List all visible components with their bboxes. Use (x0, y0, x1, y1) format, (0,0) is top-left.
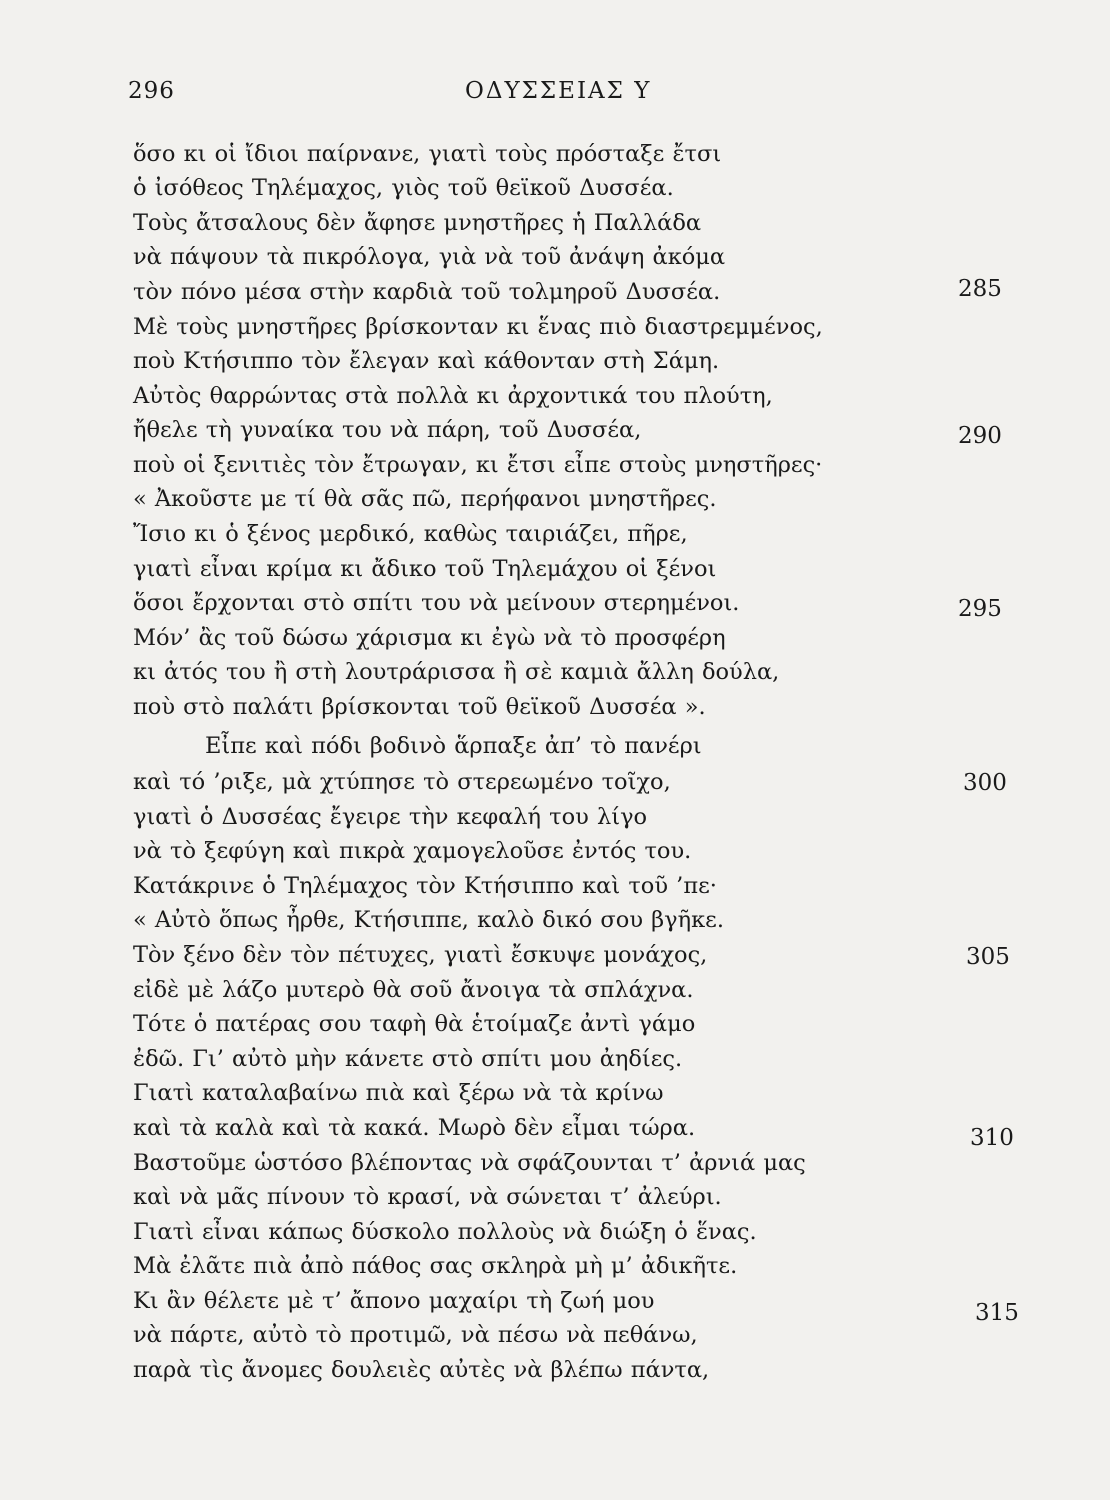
verse-line: ποὺ Κτήσιππο τὸν ἔλεγαν καὶ κάθονταν στὴ Σάμη. (133, 348, 720, 374)
verse-line: Τὸν ξένο δὲν τὸν πέτυχες, γιατὶ ἔσκυψε μονάχος, (133, 942, 708, 968)
verse-line: « Ἀκοῦστε με τί θὰ σᾶς πῶ, περήφανοι μνηστῆρες. (133, 486, 717, 512)
verse-line: παρὰ τὶς ἄνομες δουλειὲς αὐτὲς νὰ βλέπω πάντα, (133, 1357, 710, 1383)
line-number: 315 (975, 1300, 1019, 1326)
verse-line: Κι ἂν θέλετε μὲ τ’ ἄπονο μαχαίρι τὴ ζωή μου (133, 1288, 655, 1314)
verse-line: Τότε ὁ πατέρας σου ταφὴ θὰ ἑτοίμαζε ἀντὶ γάμο (133, 1011, 696, 1037)
verse-line: Τοὺς ἄτσαλους δὲν ἄφησε μνηστῆρες ἡ Παλλάδα (133, 210, 702, 236)
verse-line: Αὐτὸς θαρρώντας στὰ πολλὰ κι ἀρχοντικά του πλούτη, (133, 383, 773, 409)
verse-line: ἤθελε τὴ γυναίκα του νὰ πάρη, τοῦ Δυσσέα, (133, 417, 642, 443)
line-number: 295 (958, 596, 1002, 622)
verse-line: « Αὐτὸ ὅπως ἦρθε, Κτήσιππε, καλὸ δικό σου βγῆκε. (133, 907, 724, 933)
verse-line: καὶ τὰ καλὰ καὶ τὰ κακά. Μωρὸ δὲν εἶμαι τώρα. (133, 1115, 696, 1141)
verse-line: τὸν πόνο μέσα στὴν καρδιὰ τοῦ τολμηροῦ Δυσσέα. (133, 279, 721, 305)
verse-line: Μὰ ἐλᾶτε πιὰ ἀπὸ πάθος σας σκληρὰ μὴ μ’ ἀδικῆτε. (133, 1253, 738, 1279)
verse-line: νὰ πάρτε, αὐτὸ τὸ προτιμῶ, νὰ πέσω νὰ πεθάνω, (133, 1322, 698, 1348)
verse-line: Ἴσιο κι ὁ ξένος μερδικό, καθὼς ταιριάζει, πῆρε, (133, 521, 688, 547)
verse-line: καὶ νὰ μᾶς πίνουν τὸ κρασί, νὰ σώνεται τ’ ἀλεύρι. (133, 1184, 722, 1210)
line-number: 290 (958, 423, 1002, 449)
verse-line: ἐδῶ. Γι’ αὐτὸ μὴν κάνετε στὸ σπίτι μου ἀηδίες. (133, 1046, 683, 1072)
verse-line: ποὺ οἱ ξενιτιὲς τὸν ἔτρωγαν, κι ἔτσι εἶπε στοὺς μνηστῆρες· (133, 452, 823, 478)
verse-line: νὰ τὸ ξεφύγη καὶ πικρὰ χαμογελοῦσε ἐντός του. (133, 838, 692, 864)
verse-line: γιατὶ εἶναι κρίμα κι ἄδικο τοῦ Τηλεμάχου οἱ ξένοι (133, 556, 717, 582)
page-number: 296 (128, 78, 175, 104)
running-head: ΟΔΥΣΣΕΙΑΣ Υ (465, 78, 652, 104)
verse-line: ὅσοι ἔρχονται στὸ σπίτι του νὰ μείνουν στερημένοι. (133, 590, 740, 616)
verse-line: ὅσο κι οἱ ἴδιοι παίρνανε, γιατὶ τοὺς πρόσταξε ἔτσι (133, 141, 722, 167)
verse-line: Εἶπε καὶ πόδι βοδινὸ ἅρπαξε ἀπ’ τὸ πανέρι (205, 733, 702, 759)
verse-line: Βαστοῦμε ὡστόσο βλέποντας νὰ σφάζουνται τ’ ἀρνιά μας (133, 1150, 806, 1176)
verse-line: Κατάκρινε ὁ Τηλέμαχος τὸν Κτήσιππο καὶ τοῦ ’πε· (133, 873, 717, 899)
line-number: 300 (963, 770, 1007, 796)
verse-line: Γιατὶ καταλαβαίνω πιὰ καὶ ξέρω νὰ τὰ κρίνω (133, 1080, 664, 1106)
verse-line: γιατὶ ὁ Δυσσέας ἔγειρε τὴν κεφαλή του λίγο (133, 804, 648, 830)
verse-line: εἰδὲ μὲ λάζο μυτερὸ θὰ σοῦ ἄνοιγα τὰ σπλάχνα. (133, 977, 694, 1003)
verse-line: Μόν’ ἂς τοῦ δώσω χάρισμα κι ἐγὼ νὰ τὸ προσφέρη (133, 625, 726, 651)
verse-line: καὶ τό ’ριξε, μὰ χτύπησε τὸ στερεωμένο τοῖχο, (133, 769, 671, 795)
verse-line: νὰ πάψουν τὰ πικρόλογα, γιὰ νὰ τοῦ ἀνάψη ἀκόμα (133, 244, 726, 270)
verse-line: κι ἀτός του ἢ στὴ λουτράρισσα ἢ σὲ καμιὰ ἄλλη δούλα, (133, 659, 780, 685)
verse-line: Γιατὶ εἶναι κάπως δύσκολο πολλοὺς νὰ διώξη ὁ ἕνας. (133, 1219, 757, 1245)
verse-line: ποὺ στὸ παλάτι βρίσκονται τοῦ θεϊκοῦ Δυσσέα ». (133, 694, 706, 720)
line-number: 285 (958, 276, 1002, 302)
line-number: 310 (970, 1125, 1014, 1151)
verse-line: ὁ ἰσόθεος Τηλέμαχος, γιὸς τοῦ θεϊκοῦ Δυσσέα. (133, 175, 674, 201)
verse-line: Μὲ τοὺς μνηστῆρες βρίσκονταν κι ἕνας πιὸ διαστρεμμένος, (133, 314, 823, 340)
line-number: 305 (966, 944, 1010, 970)
